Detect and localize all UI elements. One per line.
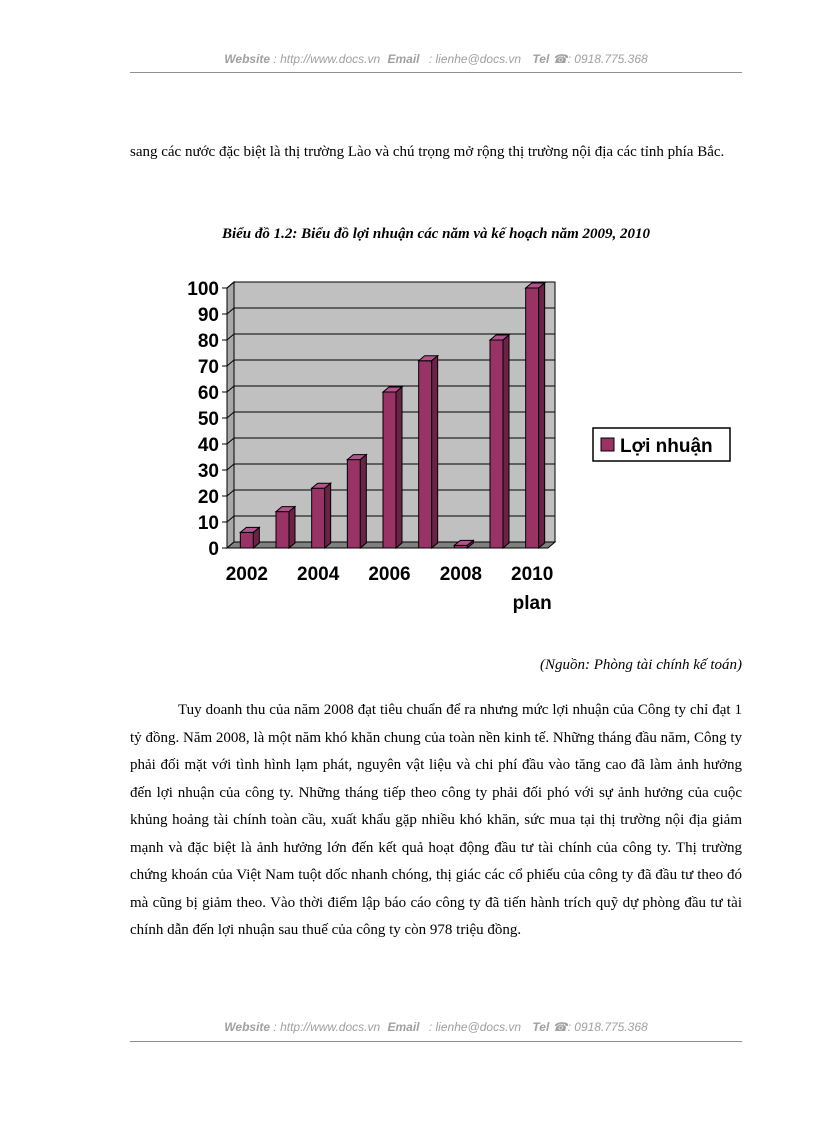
y-tick-label: 100 — [187, 279, 219, 300]
bar — [276, 512, 289, 548]
bar — [240, 532, 253, 548]
legend-label: Lợi nhuận — [620, 436, 713, 457]
x-tick-label-plan: plan — [512, 593, 552, 614]
footer-divider — [130, 1041, 742, 1042]
source-note: (Nguồn: Phòng tài chính kế toán) — [539, 657, 742, 673]
footer-website-label: Website — [224, 1020, 271, 1034]
footer-website-value[interactable]: : http://www.docs.vn — [273, 1020, 381, 1034]
legend-swatch — [601, 438, 614, 451]
page-footer — [130, 1020, 742, 1034]
body-paragraph — [130, 697, 742, 945]
x-tick-label: 2002 — [225, 564, 268, 585]
x-tick-label: 2008 — [439, 564, 482, 585]
website-label: Website — [224, 52, 271, 66]
y-tick-label: 60 — [197, 383, 219, 404]
email-value[interactable]: : lienhe@docs.vn — [428, 52, 522, 66]
tel-label: Tel — [532, 52, 550, 66]
bar — [490, 340, 503, 548]
intro-paragraph: sang các nước đặc biệt là thị trường Lào và chú trọng mở rộng thị trường nội địa các tỉnh phía Bắc. — [130, 144, 725, 160]
bar-side — [396, 387, 402, 548]
bar-side — [360, 455, 366, 548]
footer-tel-label: Tel — [532, 1020, 550, 1034]
tel-value: ☎: 0918.775.368 — [552, 52, 648, 66]
y-tick-label: 20 — [197, 487, 219, 508]
y-tick-label: 70 — [197, 357, 219, 378]
chart-caption: Biểu đồ 1.2: Biểu đồ lợi nhuận các năm và kế hoạch năm 2009, 2010 — [221, 226, 651, 242]
email-label: Email — [387, 52, 420, 66]
footer-tel-value: ☎: 0918.775.368 — [552, 1020, 648, 1034]
bar-side — [289, 507, 295, 548]
x-tick-label: 2010 — [511, 564, 554, 585]
bar — [312, 488, 325, 548]
y-tick-label: 40 — [197, 435, 219, 456]
x-tick-label: 2004 — [297, 564, 340, 585]
website-value[interactable]: : http://www.docs.vn — [273, 52, 381, 66]
bar — [347, 460, 360, 548]
bar-side — [325, 483, 331, 548]
y-tick-label: 30 — [197, 461, 219, 482]
y-tick-label: 80 — [197, 331, 219, 352]
footer-email-label: Email — [387, 1020, 420, 1034]
y-tick-label: 0 — [208, 539, 219, 560]
y-tick-label: 50 — [197, 409, 219, 430]
bar — [419, 361, 432, 548]
bar-side — [432, 356, 438, 548]
footer-email-value[interactable]: : lienhe@docs.vn — [428, 1020, 522, 1034]
bar — [526, 288, 539, 548]
bar-side — [539, 283, 545, 548]
body-text: Tuy doanh thu của năm 2008 đạt tiêu chuẩn để ra nhưng mức lợi nhuận của Công ty chỉ đạt 1 tỷ đồng. Năm 2008, là một năm khó khăn chung của toàn nền kinh tế. Những tháng đầu năm, Công ty phải đối mặt với tình hình lạm phát, nguyên vật liệu và chi phí đầu vào tăng cao đã làm ảnh hưởng đến lợi nhuận của công ty. Những tháng tiếp theo công ty phải đối phó với sự ảnh hưởng của cuộc khủng hoảng tài chính toàn cầu, xuất khẩu gặp nhiều khó khăn, sức mua tại thị trường nội địa giảm mạnh và đặc biệt là ảnh hưởng lớn đến kết quả hoạt động đầu tư tài chính của công ty. Thị trường chứng khoán của Việt Nam tuột dốc nhanh chóng, thị giác các cổ phiếu của công ty đã đầu tư theo đó mà cũng bị giảm theo. Vào thời điểm lập báo cáo công ty đã tiến hành trích quỹ dự phòng đầu tư tài chính dẫn đến lợi nhuận sau thuế của công ty còn 978 triệu đồng. — [130, 702, 742, 938]
y-tick-label: 90 — [197, 305, 219, 326]
y-tick-label: 10 — [197, 513, 219, 534]
x-tick-label: 2006 — [368, 564, 411, 585]
bar-side — [503, 335, 509, 548]
bar — [383, 392, 396, 548]
